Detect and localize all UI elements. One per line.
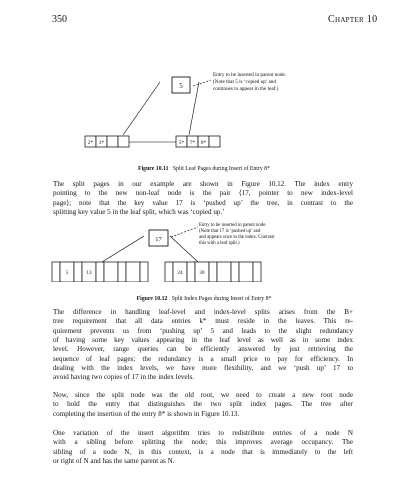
text-line: level. However, range queries can be efficiently answered by just retrieving the bbox=[53, 345, 353, 354]
figure-caption bbox=[0, 296, 408, 302]
caption-text: Split Index Pages during Insert of Entry 8* bbox=[171, 296, 272, 302]
paragraph bbox=[53, 180, 353, 217]
text-line: sibling of a node N, in this context, is a node that is immediately to the left bbox=[53, 447, 353, 456]
text-line: The difference in handling leaf-level and index-level splits arises from the B+ bbox=[53, 308, 353, 316]
leaf-entry: 3* bbox=[98, 140, 105, 146]
text-line: or right of N and has the same parent as N. bbox=[53, 457, 175, 466]
text-line: page⟩; note that the key value 17 is ‘pushed up’ the tree, in contrast to the bbox=[53, 198, 353, 207]
annotation-arrow bbox=[193, 80, 211, 86]
text-line: with a sibling before splitting the node; this improves average occupancy. The bbox=[53, 438, 353, 447]
text-line: completing the insertion of the entry 8* is shown in Figure 10.13. bbox=[53, 409, 240, 418]
right-index-node bbox=[165, 262, 261, 282]
text-line: sequence of leaf pages; the redundancy is a small price to pay for efficiency. In bbox=[53, 354, 353, 363]
text-line: The split pages in our example are shown in Figure 10.12. The index entry bbox=[53, 180, 353, 188]
figure-index-split bbox=[0, 222, 408, 282]
annotation-line-2: (Note that 5 is ‘copied up’ and bbox=[213, 79, 276, 85]
parent-node-value: 17 bbox=[155, 236, 162, 243]
pointer-left bbox=[123, 82, 160, 135]
leaf-entry: 2* bbox=[87, 140, 94, 146]
text-line: quirement prevents us from ‘pushing up’ 5 and leads to the slight redundancy bbox=[53, 326, 353, 335]
text-line: pointing to the new non-leaf node is the pair ⟨17, pointer to new index-level bbox=[53, 189, 353, 198]
index-key: 30 bbox=[199, 270, 205, 276]
annotation-line-3: and appears once in the index. Contrast bbox=[199, 235, 275, 240]
page-number: 350 bbox=[52, 14, 67, 25]
leaf-entry: 5* bbox=[178, 140, 185, 146]
pointer-right bbox=[170, 236, 198, 262]
parent-node-value: 5 bbox=[179, 82, 183, 90]
annotation-line-2: (Note that 17 is ‘pushed up’ and bbox=[199, 229, 261, 234]
leaf-entry: 8* bbox=[200, 140, 207, 146]
left-index-node bbox=[52, 262, 148, 282]
leaf-entry: 7* bbox=[189, 140, 196, 146]
index-key: 24 bbox=[177, 270, 183, 276]
annotation-arrow bbox=[171, 227, 198, 237]
text-line: One variation of the insert algorithm tries to redistribute entries of a node N bbox=[53, 429, 353, 437]
pointer-left bbox=[102, 236, 144, 262]
text-line: splitting key value 5 in the leaf split, which was ‘copied up.’ bbox=[53, 208, 225, 217]
figure-caption bbox=[0, 166, 408, 172]
left-leaf-node bbox=[85, 136, 129, 147]
caption-label: Figure 10.12 bbox=[136, 296, 168, 302]
caption-text: Split Leaf Pages during Insert of Entry 8* bbox=[172, 166, 270, 172]
caption-label: Figure 10.11 bbox=[138, 166, 169, 172]
paragraph bbox=[53, 429, 353, 466]
annotation-line-1: Entry to be inserted in parent node. bbox=[199, 223, 267, 228]
text-line: to hold the entry that distinguishes the two split index pages. The tree after bbox=[53, 400, 353, 409]
annotation-line-1: Entry to be inserted in parent node. bbox=[213, 72, 287, 78]
annotation-line-3: continues to appear in the leaf.) bbox=[213, 86, 279, 92]
annotation-line-4: this with a leaf split.) bbox=[199, 241, 240, 246]
text-line: dealing with the index levels, we have more flexibility, and we ‘push up’ 17 to bbox=[53, 364, 353, 373]
pointer-right bbox=[189, 82, 199, 135]
text-line: tree requirement that all data entries k* must reside in the leaves. This re- bbox=[53, 317, 353, 326]
text-line: avoid having two copies of 17 in the index levels. bbox=[53, 373, 195, 382]
paragraph bbox=[53, 308, 353, 383]
right-leaf-node bbox=[176, 136, 220, 147]
index-key: 5 bbox=[65, 270, 69, 276]
index-key: 13 bbox=[86, 270, 92, 276]
paragraph bbox=[53, 391, 353, 419]
text-line: Now, since the split node was the old root, we need to create a new root node bbox=[53, 391, 353, 399]
text-line: of having some key values appearing in the leaf level as well as in some index bbox=[53, 336, 353, 345]
chapter-title: Chapter 10 bbox=[328, 14, 378, 25]
figure-leaf-split bbox=[0, 62, 408, 162]
